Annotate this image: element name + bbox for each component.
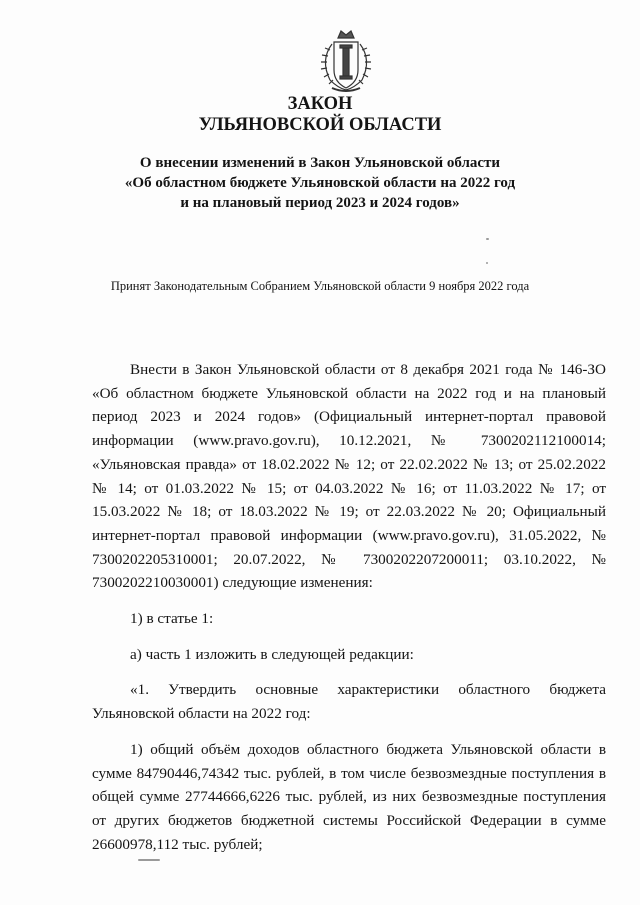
law-title <box>0 94 640 136</box>
list-item: 1) в статье 1: <box>130 610 214 628</box>
list-item: 1) общий объём доходов областного бюджета Ульяновской области в сумме 84790446,74342 тыс. рублей, в том числе безвозмездные поступления в общей сумме 27744666,6226 тыс. рублей, из них безвозмездные поступления от других бюджетов бюджетной системы Российской Федерации в сумме 26600978,112 тыс. рублей; <box>92 740 606 853</box>
law-title-line: ЗАКОН <box>287 94 353 114</box>
law-title-line: УЛЬЯНОВСКОЙ ОБЛАСТИ <box>198 115 442 135</box>
quoted-article: «1. Утвердить основные характеристики областного бюджета Ульяновской области на 2022 год: <box>92 681 606 723</box>
law-subject-line: и на плановый период 2023 и 2024 годов» <box>180 195 460 211</box>
scan-speck <box>138 859 160 861</box>
list-item: а) часть 1 изложить в следующей редакции: <box>130 645 414 663</box>
scan-speck <box>486 262 488 264</box>
law-subject <box>0 153 640 213</box>
coat-of-arms-icon <box>314 28 378 96</box>
law-subject-line: О внесении изменений в Закон Ульяновской области <box>139 155 501 171</box>
adoption-note: Принят Законодательным Собранием Ульяновской области 9 ноября 2022 года <box>110 279 530 293</box>
law-subject-line: «Об областном бюджете Ульяновской области на 2022 год <box>124 175 516 191</box>
document-body <box>92 358 606 856</box>
scan-speck <box>486 238 489 240</box>
intro-paragraph: Внести в Закон Ульяновской области от 8 декабря 2021 года № 146-ЗО «Об областном бюджете Ульяновской области на 2022 год и на плановый период 2023 и 2024 годов» (Официальный интернет-портал правовой информации (www.pravo.gov.ru), 10.12.2021, № 7300202112100014; «Ульяновская правда» от 18.02.2022 № 12; от 22.02.2022 № 13; от 25.02.2022 № 14; от 01.03.2022 № 15; от 04.03.2022 № 16; от 11.03.2022 № 17; от 15.03.2022 № 18; от 18.03.2022 № 19; от 22.03.2022 № 20; Официальный интернет-портал правовой информации (www.pravo.gov.ru), 31.05.2022, № 7300202205310001; 20.07.2022, № 7300202207200011; 03.10.2022, № 7300202210030001) следующие изменения: <box>92 361 606 592</box>
